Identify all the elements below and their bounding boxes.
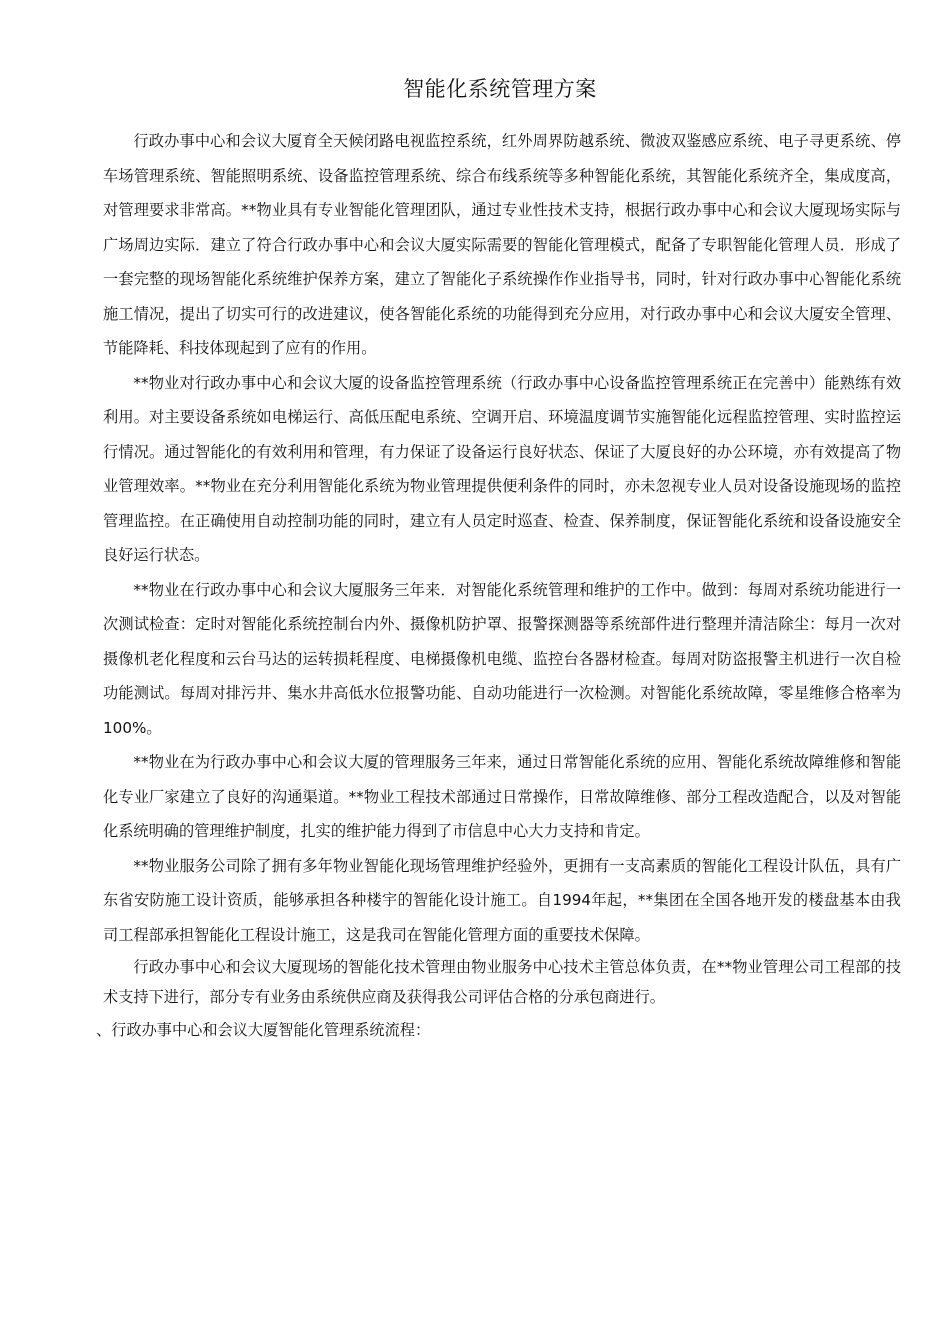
document-title: 智能化系统管理方案: [403, 77, 597, 101]
paragraph-design-team: **物业服务公司除了拥有多年物业智能化现场管理维护经验外，更拥有一支高素质的智能化工程设计队伍，具有广东省安防施工设计资质，能够承担各种楼宇的智能化设计施工。自1994年起，**集团在全国各地开发的楼盘基本由我司工程部承担智能化工程设计施工，这是我司在智能化管理方面的重要技术保障。: [103, 856, 901, 944]
paragraph-intelligent-systems-overview: 行政办事中心和会议大厦育全天候闭路电视监控系统，红外周界防越系统、微波双鉴感应系统、电子寻更系统、停车场管理系统、智能照明系统、设备监控管理系统、综合布线系统等多种智能化系统，其智能化系统齐全，集成度高，对管理要求非常高。**物业具有专业智能化管理团队，通过专业性技术支持，根据行政办事中心和会议大厦现场实际与广场周边实际．建立了符合行政办事中心和会议大厦实际需要的智能化管理模式，配备了专职智能化管理人员．形成了一套完整的现场智能化系统维护保养方案，建立了智能化子系统操作作业指导书，同时，针对行政办事中心智能化系统施工情况，提出了切实可行的改进建议，使各智能化系统的功能得到充分应用，对行政办事中心和会议大厦安全管理、节能降耗、科技体现起到了应有的作用。: [103, 132, 901, 357]
document-body: [96, 124, 901, 1042]
paragraph-maintenance-schedule: **物业在行政办事中心和会议大厦服务三年来．对智能化系统管理和维护的工作中。做到：每周对系统功能进行一次测试检查：定时对智能化系统控制台内外、摄像机防护罩、报警探测器等系统部件进行整理并清洁除尘：每月一次对摄像机老化程度和云台马达的运转损耗程度、电梯摄像机电缆、监控台各器材检查。每周对防盗报警主机进行一次自检功能测试。每周对排污井、集水井高低水位报警功能、自动功能进行一次检测。对智能化系统故障，零星维修合格率为100%。: [103, 580, 901, 737]
paragraph-technical-management: 行政办事中心和会议大厦现场的智能化技术管理由物业服务中心技术主管总体负责，在**物业管理公司工程部的技术支持下进行，部分专有业务由系统供应商及获得我公司评估合格的分承包商进行。: [103, 958, 901, 1006]
paragraph-equipment-monitoring: **物业对行政办事中心和会议大厦的设备监控管理系统（行政办事中心设备监控管理系统正在完善中）能熟练有效利用。对主要设备系统如电梯运行、高低压配电系统、空调开启、环境温度调节实施智能化远程监控管理、实时监控运行情况。通过智能化的有效利用和管理，有力保证了设备运行良好状态、保证了大厦良好的办公环境，亦有效提高了物业管理效率。**物业在充分利用智能化系统为物业管理提供便利条件的同时，亦未忽视专业人员对设备设施现场的监控管理监控。在正确使用自动控制功能的同时，建立有人员定时巡查、检查、保养制度，保证智能化系统和设备设施安全良好运行状态。: [103, 373, 901, 564]
flow-section-heading: 、行政办事中心和会议大厦智能化管理系统流程：: [96, 1021, 431, 1039]
paragraph-communication-channels: **物业在为行政办事中心和会议大厦的管理服务三年来，通过日常智能化系统的应用、智能化系统故障维修和智能化专业厂家建立了良好的沟通渠道。**物业工程技术部通过日常操作，日常故障维修、部分工程改造配合，以及对智能化系统明确的管理维护制度，扎实的维护能力得到了市信息中心大力支持和肯定。: [103, 753, 901, 840]
